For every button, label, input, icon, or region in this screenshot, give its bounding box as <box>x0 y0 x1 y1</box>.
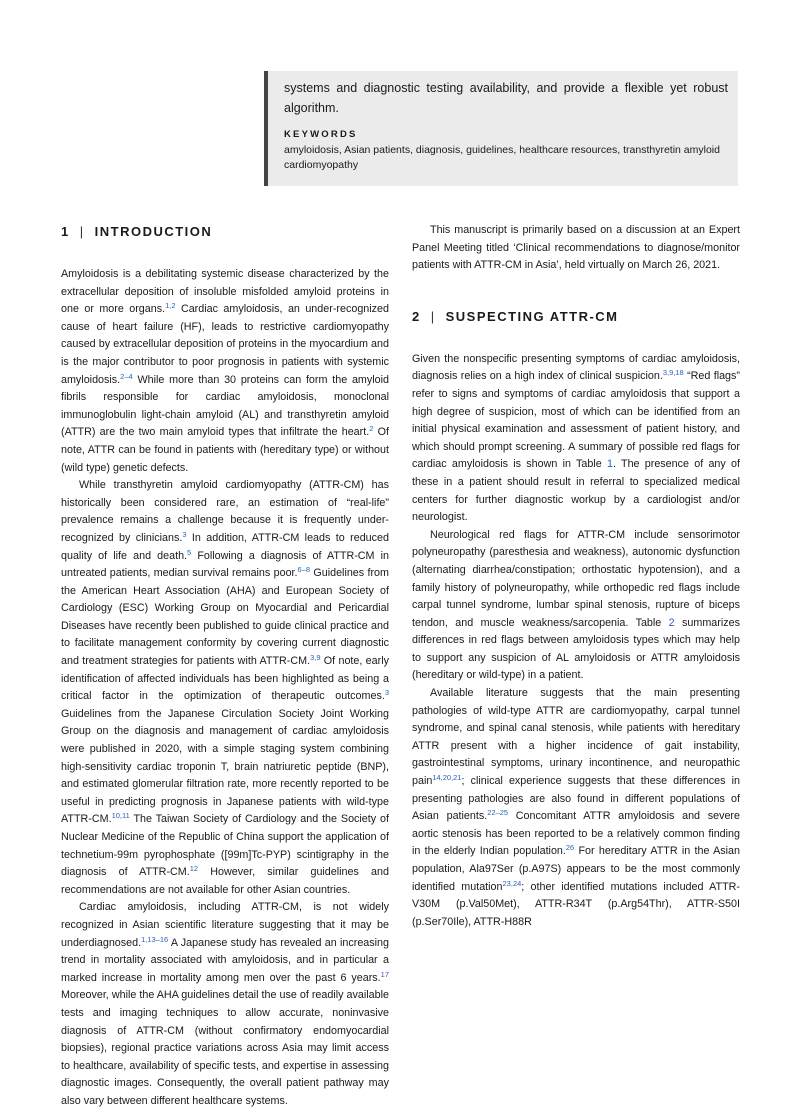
section-heading-introduction <box>61 222 389 242</box>
abstract-keywords-box <box>264 71 738 186</box>
abstract-text: systems and diagnostic testing availability, and provide a flexible yet robust algorithm. <box>284 81 728 115</box>
left-column <box>61 222 389 1111</box>
citation-link[interactable]: 3 <box>384 688 389 698</box>
citation-link[interactable]: 26 <box>565 843 575 853</box>
citation-link[interactable]: 23,24 <box>502 878 522 888</box>
citation-link[interactable]: 5 <box>187 547 192 557</box>
keywords-list: amyloidosis, Asian patients, diagnosis, guidelines, healthcare resources, transthyretin amyloid cardiomyopathy <box>284 144 720 171</box>
citation-link[interactable]: 2 <box>369 424 374 434</box>
citation-link[interactable]: 14,20,21 <box>432 773 462 783</box>
intro-paragraph-3-continued: Moreover, while the AHA guidelines detail the use of readily available tests and imaging techniques to allow accurate, noninvasive diagnosis of ATTR-CM (without confirmatory endomyocardial biopsies), regional practice variations across Asia may limit access to healthcare, availability of specific tests, and expertise in assessing diagnostic images. Consequently, the overall patient pathway may also vary between different healthcare systems. <box>61 989 389 1107</box>
section-title: INTRODUCTION <box>94 224 213 239</box>
intro-paragraph-3: Cardiac amyloidosis, including ATTR-CM, is not widely recognized in Asian scientific literature suggesting that it may be underdiagnosed.$^{1,13-16}$ A Japanese study has revealed an increasing trend in mortality associated with amyloidosis, and in particular a marked increase in mortality among men over the past 6 years.$^{17}$ Moreover, while the AHA guidelines detail the use of readily available tests and imaging techniques to allow accurate, noninvasive diagnosis of ATTR-CM (without confirmatory endomyocardial biopsies), regional practice variations across Asia may limit access to healthcare, availability of specific tests, and expertise in assessing diagnostic images. Consequently, the overall patient pathway may also vary between different healthcare systems. <box>61 901 389 1107</box>
citation-link[interactable]: 3,9 <box>310 653 321 663</box>
citation-link[interactable]: 3,9,18 <box>662 368 684 378</box>
section-divider: | <box>430 308 436 324</box>
section-title: SUSPECTING ATTR-CM <box>445 308 619 324</box>
citation-link[interactable]: 2–4 <box>120 371 133 381</box>
citation-link[interactable]: 3 <box>182 529 187 539</box>
section-divider: | <box>79 224 85 239</box>
citation-link[interactable]: 6–8 <box>297 565 311 575</box>
intro-paragraph-2: While transthyretin amyloid cardiomyopathy (ATTR-CM) has historically been considered rare, an estimation of “real-life” prevalence remains a challenge because it is frequently under-recognized by clinicians.$^3$ In addition, ATTR-CM leads to reduced quality of life and death.$^5$ Following a diagnosis of ATTR-CM in untreated patients, median survival remains poor.$^{6-8}$ Guidelines from the American Heart Association (AHA) and European Society of Cardiology (ESC) Working Group on Myocardial and Pericardial Diseases have recently been published to guide clinical practice and to facilitate management conformity by covering current diagnostic and treatment strategies for patients with ATTR-CM.$^{3,9}$ Of note, early identification of affected individuals has been highlighted as being a critical factor in the optimization of therapeutic outcomes.$^3$ Guidelines from the Japanese Circulation Society Joint Working Group on the diagnosis and management of cardiac amyloidosis were published in 2020, with a simple staging system combining high-sensitivity cardiac troponin T, brain natriuretic peptide (BNP), and estimated glomerular filtration rate, more recently reported to be useful in predicting prognosis in Japanese patients with wild-type ATTR-CM.$^{10,11}$ The Taiwan Society of Cardiology and the Society of Nuclear Medicine of the Republic of China support the application of technetium-99m pyrophosphate ([99m]Tc-PYP) scintigraphy in the diagnosis of ATTR-CM.$^{12}$ However, similar guidelines and recommendations are not available for other Asian countries. <box>61 479 389 896</box>
intro-paragraph-1: Amyloidosis is a debilitating systemic disease characterized by the extracellular deposition of insoluble misfolded amyloid proteins in one or more organs.$^{1,2}$ Cardiac amyloidosis, an under-recognized cause of heart failure (HF), leads to restrictive cardiomyopathy caused by extracellular deposition of proteins in the myocardium and is the major contributor to poor prognosis in patients with systemic amyloidosis.$^{2-4}$ While more than 30 proteins can form the amyloid fibrils responsible for cardiac amyloidosis, monoclonal immunoglobulin light-chain amyloid (AL) and transthyretin amyloid (ATTR) are the two main amyloid types that infiltrate the heart.$^2$ Of note, ATTR can be found in patients with (hereditary type) or without (wild type) genetic defects. <box>61 268 389 474</box>
keywords-heading: KEYWORDS <box>284 129 358 140</box>
table-link[interactable]: 2 <box>668 616 675 629</box>
intro-paragraph-4: This manuscript is primarily based on a discussion at an Expert Panel Meeting titled ‘Clinical recommendations to diagnose/monitor patients with ATTR-CM in Asia’, held virtually on March 26, 2021. <box>412 224 740 272</box>
suspecting-paragraph-1: Given the nonspecific presenting symptoms of cardiac amyloidosis, diagnosis relies on a high index of clinical suspicion.$^{3,9,18}$ “Red flags” refer to signs and symptoms of cardiac amyloidosis that support a high degree of suspicion, most of which can be identified from an initial physical examination and assessment of patient history, and which should prompt screening. A summary of possible red flags for cardiac amyloidosis is shown in Table 1. The presence of any of these in a patient should result in referral to specialized medical centers for further diagnostic workup by a cardiologist and/or neurologist. <box>412 352 740 524</box>
section-number: 2 <box>412 308 421 324</box>
table-link[interactable]: 1 <box>606 458 613 471</box>
suspecting-paragraph-2: Neurological red flags for ATTR-CM include sensorimotor polyneuropathy (paresthesia and weakness), autonomic dysfunction (alternating diarrhea/constipation; orthostatic hypotension), and a family history of polyneuropathy, while orthopedic red flags include carpal tunnel syndrome, lumbar spinal stenosis, rupture of biceps tendon, and muscle weakness/sarcopenia. Table 2 summarizes differences in red flags between amyloidosis types which may help to support any suspicion of AL amyloidosis or ATTR amyloidosis (hereditary or wild-type) in a patient. <box>412 528 740 682</box>
section-number: 1 <box>61 224 70 239</box>
citation-link[interactable]: 12 <box>189 864 199 874</box>
citation-link[interactable]: 1,13–16 <box>141 934 169 944</box>
citation-link[interactable]: 22–25 <box>487 808 509 818</box>
citation-link[interactable]: 10,11 <box>111 811 130 821</box>
right-column <box>412 222 740 931</box>
suspecting-paragraph-3: Available literature suggests that the main presenting pathologies of wild-type ATTR are cardiomyopathy, carpal tunnel syndrome, and spinal canal stenosis, while patients with hereditary ATTR present with a higher incidence of gait instability, gastrointestinal symptoms, urinary incontinence, and neuropathic pain$^{14,20,21}$; clinical experience suggests that these differences in presenting pathologies are also found in different populations of Asian patients.$^{22-25}$ Concomitant ATTR amyloidosis and severe aortic stenosis has been reported to be a relatively common finding in the elderly Indian population.$^{26}$ For hereditary ATTR in the Asian population, Ala97Ser (p.A97S) appears to be the most commonly identified mutation$^{23,24}$; other identified mutations included ATTR-V30M (p.Val50Met), ATTR-R34T (p.Arg54Thr), ATTR-S50I (p.Ser70Ile), ATTR-H88R <box>412 687 740 928</box>
section-heading-suspecting <box>412 307 740 327</box>
citation-link[interactable]: 17 <box>380 969 389 979</box>
citation-link[interactable]: 1,2 <box>165 301 176 311</box>
